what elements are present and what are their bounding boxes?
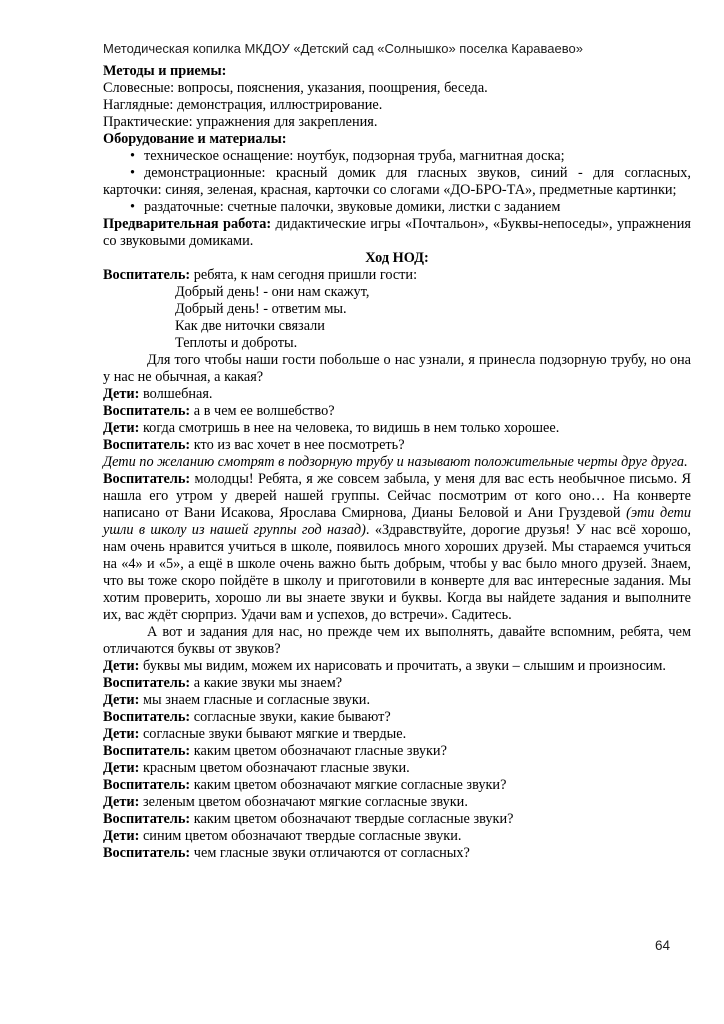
speaker-label: Предварительная работа: bbox=[103, 216, 272, 232]
line-text: раздаточные: счетные палочки, звуковые домики, листки с заданием bbox=[144, 199, 561, 215]
section-title bbox=[103, 250, 691, 267]
bullet-marker-icon: • bbox=[130, 199, 136, 215]
speaker-label: Дети: bbox=[103, 386, 140, 402]
heading-text: Методы и приемы: bbox=[103, 63, 227, 79]
speaker-label: Дети: bbox=[103, 420, 140, 436]
line-text: волшебная. bbox=[139, 386, 213, 402]
line-text: мы знаем гласные и согласные звуки. bbox=[139, 692, 371, 708]
dialog-line bbox=[103, 675, 691, 692]
stage-direction bbox=[103, 454, 691, 471]
document-body bbox=[103, 63, 691, 862]
line-text: каким цветом обозначают гласные звуки? bbox=[190, 743, 447, 759]
poem-line bbox=[103, 335, 691, 352]
dialog-line bbox=[103, 437, 691, 454]
line-text: синим цветом обозначают твердые согласные звуки. bbox=[139, 828, 462, 844]
bullet-item bbox=[103, 148, 691, 165]
equipment-heading bbox=[103, 131, 691, 148]
dialog-line bbox=[103, 845, 691, 862]
line-text: Словесные: вопросы, пояснения, указания, поощрения, беседа. bbox=[103, 80, 488, 96]
speaker-label: Дети: bbox=[103, 658, 140, 674]
speaker-label: Воспитатель: bbox=[103, 709, 191, 725]
line-text: чем гласные звуки отличаются от согласных? bbox=[190, 845, 470, 861]
line-text: красным цветом обозначают гласные звуки. bbox=[139, 760, 410, 776]
running-header: Методическая копилка МКДОУ «Детский сад «Солнышко» поселка Караваево» bbox=[103, 41, 583, 56]
dialog-line bbox=[103, 743, 691, 760]
dialog-line bbox=[103, 420, 691, 437]
dialog-line bbox=[103, 777, 691, 794]
dialog-line bbox=[103, 794, 691, 811]
speaker-label: Воспитатель: bbox=[103, 471, 191, 487]
methods-heading bbox=[103, 63, 691, 80]
speaker-label: Воспитатель: bbox=[103, 675, 191, 691]
line-text: а в чем ее волшебство? bbox=[190, 403, 335, 419]
heading-text: Оборудование и материалы: bbox=[103, 131, 287, 147]
dialog-line bbox=[103, 386, 691, 403]
italic-note: (эти дети ушли в школу из нашей группы год назад) bbox=[103, 505, 691, 538]
speaker-label: Воспитатель: bbox=[103, 811, 191, 827]
preliminary-work-paragraph bbox=[103, 216, 691, 250]
line-text: каким цветом обозначают твердые согласные звуки? bbox=[190, 811, 514, 827]
paragraph bbox=[103, 80, 691, 97]
speaker-label: Дети: bbox=[103, 760, 140, 776]
line-text: каким цветом обозначают мягкие согласные звуки? bbox=[190, 777, 507, 793]
line-text: согласные звуки, какие бывают? bbox=[190, 709, 391, 725]
line-text: дидактические игры «Почтальон», «Буквы-непоседы», упражнения со звуковыми домиками. bbox=[103, 216, 691, 249]
dialog-line bbox=[103, 267, 691, 284]
narration-paragraph bbox=[103, 352, 691, 386]
line-text: Наглядные: демонстрация, иллюстрирование. bbox=[103, 97, 383, 113]
line-text: зеленым цветом обозначают мягкие согласные звуки. bbox=[139, 794, 468, 810]
poem-line bbox=[103, 318, 691, 335]
line-text: Добрый день! - ответим мы. bbox=[175, 301, 347, 317]
line-text: техническое оснащение: ноутбук, подзорная труба, магнитная доска; bbox=[144, 148, 565, 164]
paragraph bbox=[103, 97, 691, 114]
line-text: согласные звуки бывают мягкие и твердые. bbox=[139, 726, 407, 742]
line-text: кто из вас хочет в нее посмотреть? bbox=[190, 437, 405, 453]
speaker-label: Воспитатель: bbox=[103, 403, 191, 419]
dialog-line bbox=[103, 403, 691, 420]
dialog-line bbox=[103, 709, 691, 726]
line-text: А вот и задания для нас, но прежде чем их выполнять, давайте вспомним, ребята, чем отличаются буквы от звуков? bbox=[103, 624, 691, 657]
line-text: буквы мы видим, можем их нарисовать и прочитать, а звуки – слышим и произносим. bbox=[139, 658, 666, 674]
line-text: молодцы! Ребята, я же совсем забыла, у меня для вас есть необычное письмо. Я нашла его утром у дверей нашей группы. Сейчас посмотрим от кого оно… На конверте написано от Вани Исакова, Ярослава Смирнова, Дианы Беловой и Ани Груздевой bbox=[103, 471, 691, 521]
line-text: ребята, к нам сегодня пришли гости: bbox=[190, 267, 418, 283]
line-text: Добрый день! - они нам скажут, bbox=[175, 284, 370, 300]
poem-line bbox=[103, 301, 691, 318]
speaker-label: Дети: bbox=[103, 692, 140, 708]
bullet-marker-icon: • bbox=[130, 148, 136, 164]
bullet-item bbox=[103, 165, 691, 199]
dialog-line bbox=[103, 811, 691, 828]
bullet-marker-icon: • bbox=[130, 165, 136, 181]
speaker-label: Воспитатель: bbox=[103, 267, 191, 283]
speaker-label: Воспитатель: bbox=[103, 743, 191, 759]
dialog-line bbox=[103, 726, 691, 743]
speaker-label: Воспитатель: bbox=[103, 777, 191, 793]
line-text: Для того чтобы наши гости побольше о нас узнали, я принесла подзорную трубу, но она у нас не обычная, а какая? bbox=[103, 352, 691, 385]
line-text: а какие звуки мы знаем? bbox=[190, 675, 343, 691]
line-text: когда смотришь в нее на человека, то видишь в нем только хорошее. bbox=[139, 420, 560, 436]
speaker-label: Воспитатель: bbox=[103, 845, 191, 861]
bullet-item bbox=[103, 199, 691, 216]
letter-paragraph bbox=[103, 471, 691, 624]
dialog-line bbox=[103, 828, 691, 845]
line-text: Практические: упражнения для закрепления. bbox=[103, 114, 378, 130]
italic-note: Дети по желанию смотрят в подзорную трубу и называют положительные черты друг друга. bbox=[103, 454, 688, 470]
line-text: Теплоты и доброты. bbox=[175, 335, 298, 351]
line-text: Как две ниточки связали bbox=[175, 318, 325, 334]
narration-paragraph bbox=[103, 624, 691, 658]
speaker-label: Воспитатель: bbox=[103, 437, 191, 453]
page-number: 64 bbox=[654, 938, 670, 953]
dialog-line bbox=[103, 760, 691, 777]
speaker-label: Дети: bbox=[103, 726, 140, 742]
line-text: . «Здравствуйте, дорогие друзья! У нас всё хорошо, нам очень нравится учиться в школе, появилось много хороших друзей. Мы стараемся учиться на «4» и «5», а ещё в школе очень важно быть добрым, чтобы у вас было много друзей. Знаем, что вы тоже скоро пойдёте в школу и приготовили в конверте для вас интересные задания. Мы хотим проверить, хорошо ли вы знаете звуки и буквы. Когда вы найдете задания и выполните их, вас ждёт сюрприз. Удачи вам и успехов, до встречи». Садитесь. bbox=[103, 522, 691, 623]
dialog-line bbox=[103, 658, 691, 675]
speaker-label: Дети: bbox=[103, 794, 140, 810]
speaker-label: Дети: bbox=[103, 828, 140, 844]
line-text: демонстрационные: красный домик для гласных звуков, синий - для согласных, карточки: синяя, зеленая, красная, карточки со слогами «ДО-БРО-ТА», предметные картинки; bbox=[103, 165, 691, 198]
paragraph bbox=[103, 114, 691, 131]
heading-text: Ход НОД: bbox=[365, 250, 429, 266]
poem-line bbox=[103, 284, 691, 301]
dialog-line bbox=[103, 692, 691, 709]
